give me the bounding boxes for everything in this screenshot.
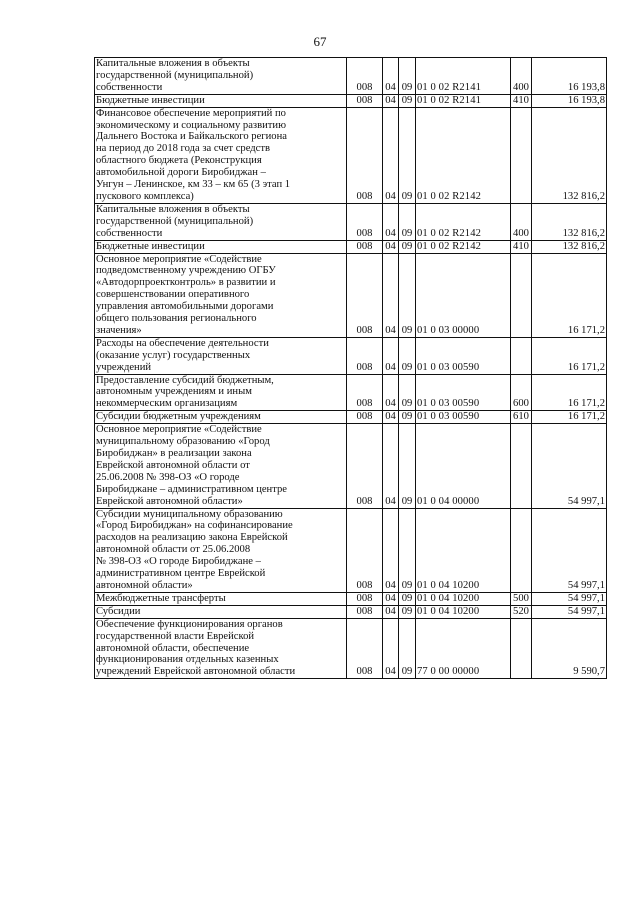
section-code-cell: 04 (383, 203, 399, 240)
section-code-cell: 04 (383, 374, 399, 411)
amount-cell: 54 997,1 (532, 592, 607, 605)
section-code-cell: 04 (383, 107, 399, 203)
item-name-line: Субсидии бюджетным учреждениям (96, 411, 261, 423)
item-name-line: Бюджетные инвестиции (96, 94, 205, 106)
item-name-line: Капитальные вложения в объекты (96, 58, 250, 69)
target-article-cell: 01 0 02 R2142 (416, 107, 511, 203)
section-code-cell: 04 (383, 592, 399, 605)
item-name-line: Унгун – Ленинское, км 33 – км 65 (3 этап 1 (96, 179, 291, 191)
item-name-line: Основное мероприятие «Содействие (96, 424, 262, 436)
item-name-line: «Автодорпроектконтроль» в развитии и (96, 277, 276, 289)
section-code-cell: 04 (383, 605, 399, 618)
item-name-line: Предоставление субсидий бюджетным, (96, 374, 274, 386)
item-name-cell (95, 424, 347, 508)
item-name-line: Капитальные вложения в объекты (96, 203, 250, 215)
table-row (95, 337, 607, 374)
budget-table (94, 57, 607, 679)
table-row (95, 592, 607, 605)
subsection-code-cell: 09 (399, 374, 416, 411)
item-name-line: Еврейской автономной области» (96, 495, 243, 507)
expense-type-cell: 410 (511, 94, 532, 107)
admin-code-cell: 008 (347, 374, 383, 411)
subsection-code-cell: 09 (399, 618, 416, 679)
amount-cell: 9 590,7 (532, 618, 607, 679)
admin-code-cell: 008 (347, 411, 383, 424)
table-row (95, 58, 607, 95)
table-row (95, 203, 607, 240)
section-code-cell: 04 (383, 618, 399, 679)
target-article-cell: 01 0 04 10200 (416, 592, 511, 605)
item-name-line: Бюджетные инвестиции (96, 240, 205, 252)
item-name-cell (95, 107, 347, 203)
admin-code-cell: 008 (347, 605, 383, 618)
admin-code-cell: 008 (347, 94, 383, 107)
table-row (95, 618, 607, 679)
item-name-line: автономным учреждениям и иным (96, 386, 252, 398)
item-name-line: общего пользования регионального (96, 313, 257, 325)
item-name-line: автономной области, обеспечение (96, 642, 250, 654)
section-code-cell: 04 (383, 424, 399, 508)
amount-cell: 132 816,2 (532, 107, 607, 203)
amount-cell: 16 193,8 (532, 58, 607, 95)
item-name-line: Финансовое обеспечение мероприятий по (96, 107, 286, 119)
subsection-code-cell: 09 (399, 508, 416, 592)
subsection-code-cell: 09 (399, 253, 416, 337)
amount-cell: 132 816,2 (532, 203, 607, 240)
item-name-line: административном центре Еврейской (96, 568, 266, 580)
section-code-cell: 04 (383, 508, 399, 592)
section-code-cell: 04 (383, 240, 399, 253)
admin-code-cell: 008 (347, 508, 383, 592)
budget-table-body (95, 58, 607, 679)
item-name-cell (95, 374, 347, 411)
section-code-cell: 04 (383, 94, 399, 107)
item-name-line: некоммерческим организациям (96, 398, 238, 410)
item-name-line: Расходы на обеспечение деятельности (96, 337, 269, 349)
target-article-cell: 77 0 00 00000 (416, 618, 511, 679)
admin-code-cell: 008 (347, 592, 383, 605)
item-name-line: муниципальному образованию «Город (96, 436, 270, 448)
item-name-line: значения» (96, 324, 142, 336)
amount-cell: 54 997,1 (532, 424, 607, 508)
target-article-cell: 01 0 03 00590 (416, 411, 511, 424)
item-name-line: государственной власти Еврейской (96, 630, 255, 642)
table-row (95, 605, 607, 618)
subsection-code-cell: 09 (399, 337, 416, 374)
item-name-line: Межбюджетные трансферты (96, 592, 226, 604)
admin-code-cell: 008 (347, 424, 383, 508)
page-number: 67 (313, 34, 327, 49)
admin-code-cell: 008 (347, 618, 383, 679)
table-row (95, 411, 607, 424)
item-name-line: Еврейской автономной области от (96, 459, 250, 471)
item-name-cell (95, 605, 347, 618)
item-name-line: Субсидии (96, 605, 141, 617)
item-name-line: 25.06.2008 № 398-ОЗ «О городе (96, 471, 240, 483)
admin-code-cell: 008 (347, 240, 383, 253)
expense-type-cell (511, 253, 532, 337)
subsection-code-cell: 09 (399, 240, 416, 253)
target-article-cell: 01 0 04 10200 (416, 508, 511, 592)
item-name-line: управления автомобильными дорогами (96, 301, 274, 313)
item-name-line: собственности (96, 227, 163, 239)
target-article-cell: 01 0 02 R2142 (416, 203, 511, 240)
subsection-code-cell: 09 (399, 58, 416, 95)
expense-type-cell: 410 (511, 240, 532, 253)
table-row (95, 94, 607, 107)
item-name-line: Дальнего Востока и Байкальского региона (96, 131, 287, 143)
table-row (95, 508, 607, 592)
subsection-code-cell: 09 (399, 605, 416, 618)
target-article-cell: 01 0 04 00000 (416, 424, 511, 508)
section-code-cell: 04 (383, 337, 399, 374)
admin-code-cell: 008 (347, 58, 383, 95)
item-name-line: собственности (96, 81, 163, 93)
expense-type-cell: 520 (511, 605, 532, 618)
item-name-line: автономной области» (96, 579, 193, 591)
expense-type-cell: 400 (511, 203, 532, 240)
subsection-code-cell: 09 (399, 107, 416, 203)
section-code-cell: 04 (383, 253, 399, 337)
subsection-code-cell: 09 (399, 411, 416, 424)
subsection-code-cell: 09 (399, 592, 416, 605)
item-name-line: экономическому и социальному развитию (96, 119, 286, 131)
item-name-line: функционирования отдельных казенных (96, 654, 279, 666)
admin-code-cell: 008 (347, 337, 383, 374)
item-name-line: Биробиджан» в реализации закона (96, 448, 252, 459)
expense-type-cell: 400 (511, 58, 532, 95)
expense-type-cell: 500 (511, 592, 532, 605)
target-article-cell: 01 0 02 R2142 (416, 240, 511, 253)
item-name-line: Обеспечение функционирования органов (96, 618, 283, 630)
item-name-line: совершенствовании оперативного (96, 289, 250, 301)
table-row (95, 107, 607, 203)
table-row (95, 240, 607, 253)
amount-cell: 132 816,2 (532, 240, 607, 253)
item-name-line: государственной (муниципальной) (96, 69, 254, 81)
item-name-line: учреждений Еврейской автономной области (96, 666, 296, 678)
subsection-code-cell: 09 (399, 203, 416, 240)
expense-type-cell (511, 424, 532, 508)
target-article-cell: 01 0 04 10200 (416, 605, 511, 618)
item-name-line: государственной (муниципальной) (96, 215, 254, 227)
item-name-line: учреждений (96, 361, 152, 373)
subsection-code-cell: 09 (399, 424, 416, 508)
target-article-cell: 01 0 02 R2141 (416, 58, 511, 95)
item-name-line: № 398-ОЗ «О городе Биробиджане – (96, 556, 261, 568)
expense-type-cell (511, 618, 532, 679)
item-name-cell (95, 337, 347, 374)
item-name-line: автономной области от 25.06.2008 (96, 544, 251, 556)
table-row (95, 424, 607, 508)
item-name-cell (95, 94, 347, 107)
amount-cell: 54 997,1 (532, 605, 607, 618)
amount-cell: 54 997,1 (532, 508, 607, 592)
item-name-line: Биробиджане – административном центре (96, 483, 287, 495)
item-name-cell (95, 411, 347, 424)
amount-cell: 16 171,2 (532, 411, 607, 424)
target-article-cell: 01 0 02 R2141 (416, 94, 511, 107)
item-name-cell (95, 253, 347, 337)
item-name-line: Субсидии муниципальному образованию (96, 508, 283, 520)
table-row (95, 374, 607, 411)
item-name-line: на период до 2018 года за счет средств (96, 143, 270, 155)
admin-code-cell: 008 (347, 107, 383, 203)
amount-cell: 16 193,8 (532, 94, 607, 107)
admin-code-cell: 008 (347, 203, 383, 240)
subsection-code-cell: 09 (399, 94, 416, 107)
item-name-cell (95, 58, 347, 95)
target-article-cell: 01 0 03 00000 (416, 253, 511, 337)
amount-cell: 16 171,2 (532, 374, 607, 411)
item-name-line: подведомственному учреждению ОГБУ (96, 265, 276, 277)
item-name-cell (95, 592, 347, 605)
expense-type-cell (511, 107, 532, 203)
expense-type-cell: 600 (511, 374, 532, 411)
item-name-line: автомобильной дороги Биробиджан – (96, 167, 266, 179)
item-name-cell (95, 508, 347, 592)
item-name-line: Основное мероприятие «Содействие (96, 253, 262, 265)
item-name-line: областного бюджета (Реконструкция (96, 155, 262, 167)
item-name-line: расходов на реализацию закона Еврейской (96, 532, 288, 544)
item-name-line: «Город Биробиджан» на софинансирование (96, 520, 293, 532)
target-article-cell: 01 0 03 00590 (416, 337, 511, 374)
section-code-cell: 04 (383, 58, 399, 95)
amount-cell: 16 171,2 (532, 337, 607, 374)
item-name-cell (95, 203, 347, 240)
item-name-cell (95, 240, 347, 253)
item-name-line: (оказание услуг) государственных (96, 349, 251, 361)
expense-type-cell (511, 508, 532, 592)
section-code-cell: 04 (383, 411, 399, 424)
amount-cell: 16 171,2 (532, 253, 607, 337)
expense-type-cell: 610 (511, 411, 532, 424)
item-name-cell (95, 618, 347, 679)
target-article-cell: 01 0 03 00590 (416, 374, 511, 411)
item-name-line: пускового комплекса) (96, 190, 194, 202)
table-row (95, 253, 607, 337)
admin-code-cell: 008 (347, 253, 383, 337)
expense-type-cell (511, 337, 532, 374)
